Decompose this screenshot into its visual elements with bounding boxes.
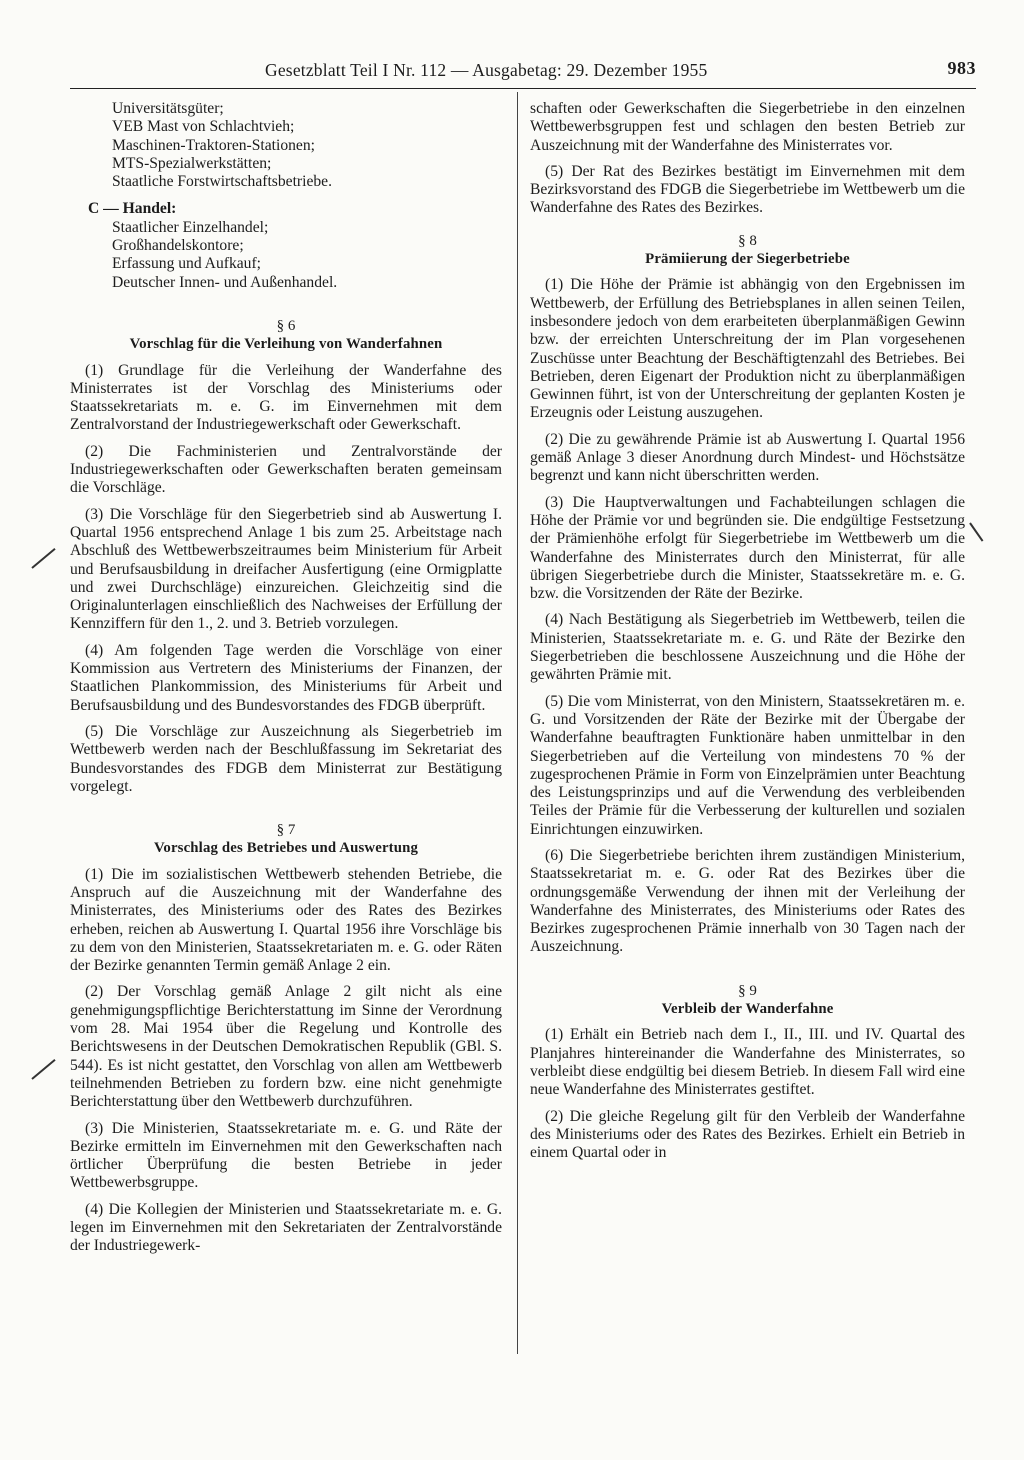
list-item: Maschinen-Traktoren-Stationen; <box>112 136 315 154</box>
list-b <box>70 100 502 191</box>
section-number: § 9 <box>738 982 757 999</box>
margin-mark <box>31 548 55 569</box>
paragraph: (2) Die gleiche Regelung gilt für den Verbleib der Wanderfahne des Ministeriums oder des Rates des Bezirkes. Erhielt ein Betrieb in einem Quartal oder in <box>530 1107 965 1162</box>
right-column <box>530 100 965 1170</box>
paragraph: (2) Der Vorschlag gemäß Anlage 2 gilt nicht als eine genehmigungspflichtige Berichterstattung im Sinne der Verordnung vom 28. Mai 1954 über die Regelung und Kontrolle des Berichtswesens in der Deutschen Demokratischen Republik (GBl. S. 544). Es ist nicht gestattet, den Vorschlag von allen am Wettbewerb teilnehmenden Betrieben zu fordern bzw. eine nicht genehmigte Berichterstattung über den Wettbewerb durchzuführen. <box>70 983 502 1111</box>
list-item: Erfassung und Aufkauf; <box>112 255 261 273</box>
margin-mark <box>31 1059 55 1080</box>
page-header <box>70 58 976 89</box>
list-item: Großhandelskontore; <box>112 237 244 255</box>
paragraph: (1) Die im sozialistischen Wettbewerb stehenden Betriebe, die Anspruch auf die Auszeichnung mit der Wanderfahne des Ministerrates, des Ministeriums oder des Rates des Bezirkes erheben, reichen ab Auswertung I. Quartal 1956 ihre Vorschläge bis zu dem von den Ministerien, Staatssekretariaten m. e. G. oder Räten der Bezirke genannten Termin gemäß Anlage 2 ein. <box>70 865 502 975</box>
paragraph: (4) Am folgenden Tage werden die Vorschläge von einer Kommission aus Vertretern des Ministeriums der Finanzen, der Staatlichen Plankommission, des Ministeriums für Arbeit und Berufsausbildung und des Bundesvorstandes des FDGB überprüft. <box>70 641 502 714</box>
paragraph: (1) Die Höhe der Prämie ist abhängig von den Ergebnissen im Wettbewerb, der Erfüllung des Betriebsplanes in allen seinen Teilen, insbesondere jedoch von dem erarbeiteten überplanmäßigen Gewinn bzw. der erreichten Unterschreitung der im Plan vorgesehenen Zuschüsse unter Beachtung der Beschäftigtenzahl des Betriebes. Bei Betrieben, deren Eigenart der Produktion nicht zu überplanmäßigen Gewinnen führt, ist von der Unterschreitung der geplanten Kosten je Erzeugnis oder Leistung auszugehen. <box>530 276 965 422</box>
section-number: § 7 <box>276 822 296 839</box>
paragraph: (2) Die zu gewährende Prämie ist ab Auswertung I. Quartal 1956 gemäß Anlage 3 dieser Anordnung durch Mindest- und Höchstsätze begrenzt und kann nicht überschritten werden. <box>530 430 965 485</box>
paragraph: (5) Die vom Ministerrat, von den Ministern, Staatssekretären m. e. G. und Vorsitzenden der Räte der Bezirke mit der Übergabe der Wanderfahne beauftragten Funktionäre haben unmittelbar in den Siegerbetrieben auf die Verteilung von mindestens 70 % der zugesprochenen Prämie in Form von Einzelprämien unter Beachtung des Leistungsprinzips und auf die Verwendung des verbleibenden Teiles der Prämie für die Verbesserung der kulturellen und sozialen Einrichtungen einzuwirken. <box>530 692 965 838</box>
list-item: Universitätsgüter; <box>112 100 224 117</box>
section-number: § 8 <box>738 232 757 249</box>
paragraph: (1) Grundlage für die Verleihung der Wanderfahne des Ministerrates ist der Vorschlag des Ministeriums oder Staatssekretariats m. e. G. im Einvernehmen mit dem Zentralvorstand der Industriegewerkschaft oder Gewerkschaft. <box>70 361 502 434</box>
paragraph: (3) Die Vorschläge für den Siegerbetrieb sind ab Auswertung I. Quartal 1956 entsprechend Anlage 1 bis zum 25. Arbeitstage nach Abschluß des Wettbewerbszeitraumes beim Ministerium für Arbeit und Berufsausbildung in dreifacher Ausfertigung (eine Ormigplatte und zwei Durchschläge) einzureichen. Gleichzeitig sind die Originalunterlagen einschließlich des Nachweises der Erfüllung der Kennziffern für den 1., 2. und 3. Betrieb vorzulegen. <box>70 505 502 633</box>
heading-handel: C — Handel: <box>88 200 177 218</box>
paragraph: (5) Die Vorschläge zur Auszeichnung als Siegerbetrieb im Wettbewerb werden nach der Beschlußfassung im Sekretariat des Bundesvorstandes des FDGB dem Ministerrat zur Bestätigung vorgelegt. <box>70 722 502 795</box>
paragraph: (3) Die Ministerien, Staatssekretariate m. e. G. und Räte der Bezirke ermitteln im Einvernehmen mit den Gewerkschaften nach örtlicher Überprüfung die besten Betriebe in jeder Wettbewerbsgruppe. <box>70 1119 502 1192</box>
paragraph: schaften oder Gewerkschaften die Siegerbetriebe in den einzelnen Wettbewerbsgruppen fest und schlagen den besten Betrieb zur Auszeichnung mit der Wanderfahne des Ministerrates vor. <box>530 100 965 154</box>
gazette-title: Gesetzblatt Teil I Nr. 112 — Ausgabetag: 29. Dezember 1955 <box>265 60 708 80</box>
paragraph: (2) Die Fachministerien und Zentralvorstände der Industriegewerkschaften oder Gewerkschaften beraten gemeinsam die Vorschläge. <box>70 442 502 497</box>
section-title: Prämiierung der Siegerbetriebe <box>645 251 850 268</box>
paragraph: (4) Nach Bestätigung als Siegerbetrieb im Wettbewerb, teilen die Ministerien, Staatssekretariate m. e. G. und Räte der Bezirke den Siegerbetrieben die beschlossene Auszeichnung und die Höhe der gewährten Prämie mit. <box>530 611 965 684</box>
margin-mark <box>969 522 983 541</box>
paragraph: (1) Erhält ein Betrieb nach dem I., II., III. und IV. Quartal des Planjahres hintereinander die Wanderfahne des Ministerrates, so verbleibt diese endgültig bei diesem Betrieb. In diesem Fall wird eine neue Wanderfahne des Ministerrates gestiftet. <box>530 1026 965 1099</box>
paragraph: (5) Der Rat des Bezirkes bestätigt im Einvernehmen mit dem Bezirksvorstand des FDGB die Siegerbetriebe im Wettbewerb um die Wanderfahne des Rates des Bezirkes. <box>530 162 965 217</box>
list-item: VEB Mast von Schlachtvieh; <box>112 118 295 136</box>
page-number: 983 <box>947 58 976 78</box>
list-c <box>70 219 502 292</box>
section-title: Vorschlag für die Verleihung von Wanderfahnen <box>129 336 443 353</box>
paragraph: (4) Die Kollegien der Ministerien und Staatssekretariate m. e. G. legen im Einvernehmen mit den Sekretariaten der Zentralvorstände der Industriegewerk- <box>70 1200 502 1255</box>
list-item: MTS-Spezialwerkstätten; <box>112 154 272 172</box>
list-item: Deutscher Innen- und Außenhandel. <box>112 273 338 291</box>
section-title: Verbleib der Wanderfahne <box>661 1001 834 1018</box>
left-column <box>70 100 502 1264</box>
section-number: § 6 <box>276 317 296 334</box>
paragraph: (6) Die Siegerbetriebe berichten ihrem zuständigen Ministerium, Staatssekretariat m. e. G. oder Rat des Bezirkes über die ordnungsgemäße Verwendung der ihnen mit der Verleihung der Wanderfahne des Ministerrates, des Ministeriums oder Rates des Bezirkes zugesprochenen Prämie innerhalb von 30 Tagen nach der Auszeichnung. <box>530 846 965 956</box>
list-item: Staatliche Forstwirtschaftsbetriebe. <box>112 173 332 191</box>
list-item: Staatlicher Einzelhandel; <box>112 218 269 236</box>
section-title: Vorschlag des Betriebes und Auswertung <box>153 840 419 857</box>
column-divider <box>517 92 518 1354</box>
paragraph: (3) Die Hauptverwaltungen und Fachabteilungen schlagen die Höhe der Prämie vor und begründen sie. Die endgültige Festsetzung der Prämienhöhe erfolgt für Siegerbetriebe im Wettbewerb um die Wanderfahne des Ministerrates durch den Ministerrat, für alle übrigen Siegerbetriebe durch die Minister, Staatssekretäre m. e. G. bzw. die Vorsitzenden der Räte der Bezirke. <box>530 493 965 603</box>
